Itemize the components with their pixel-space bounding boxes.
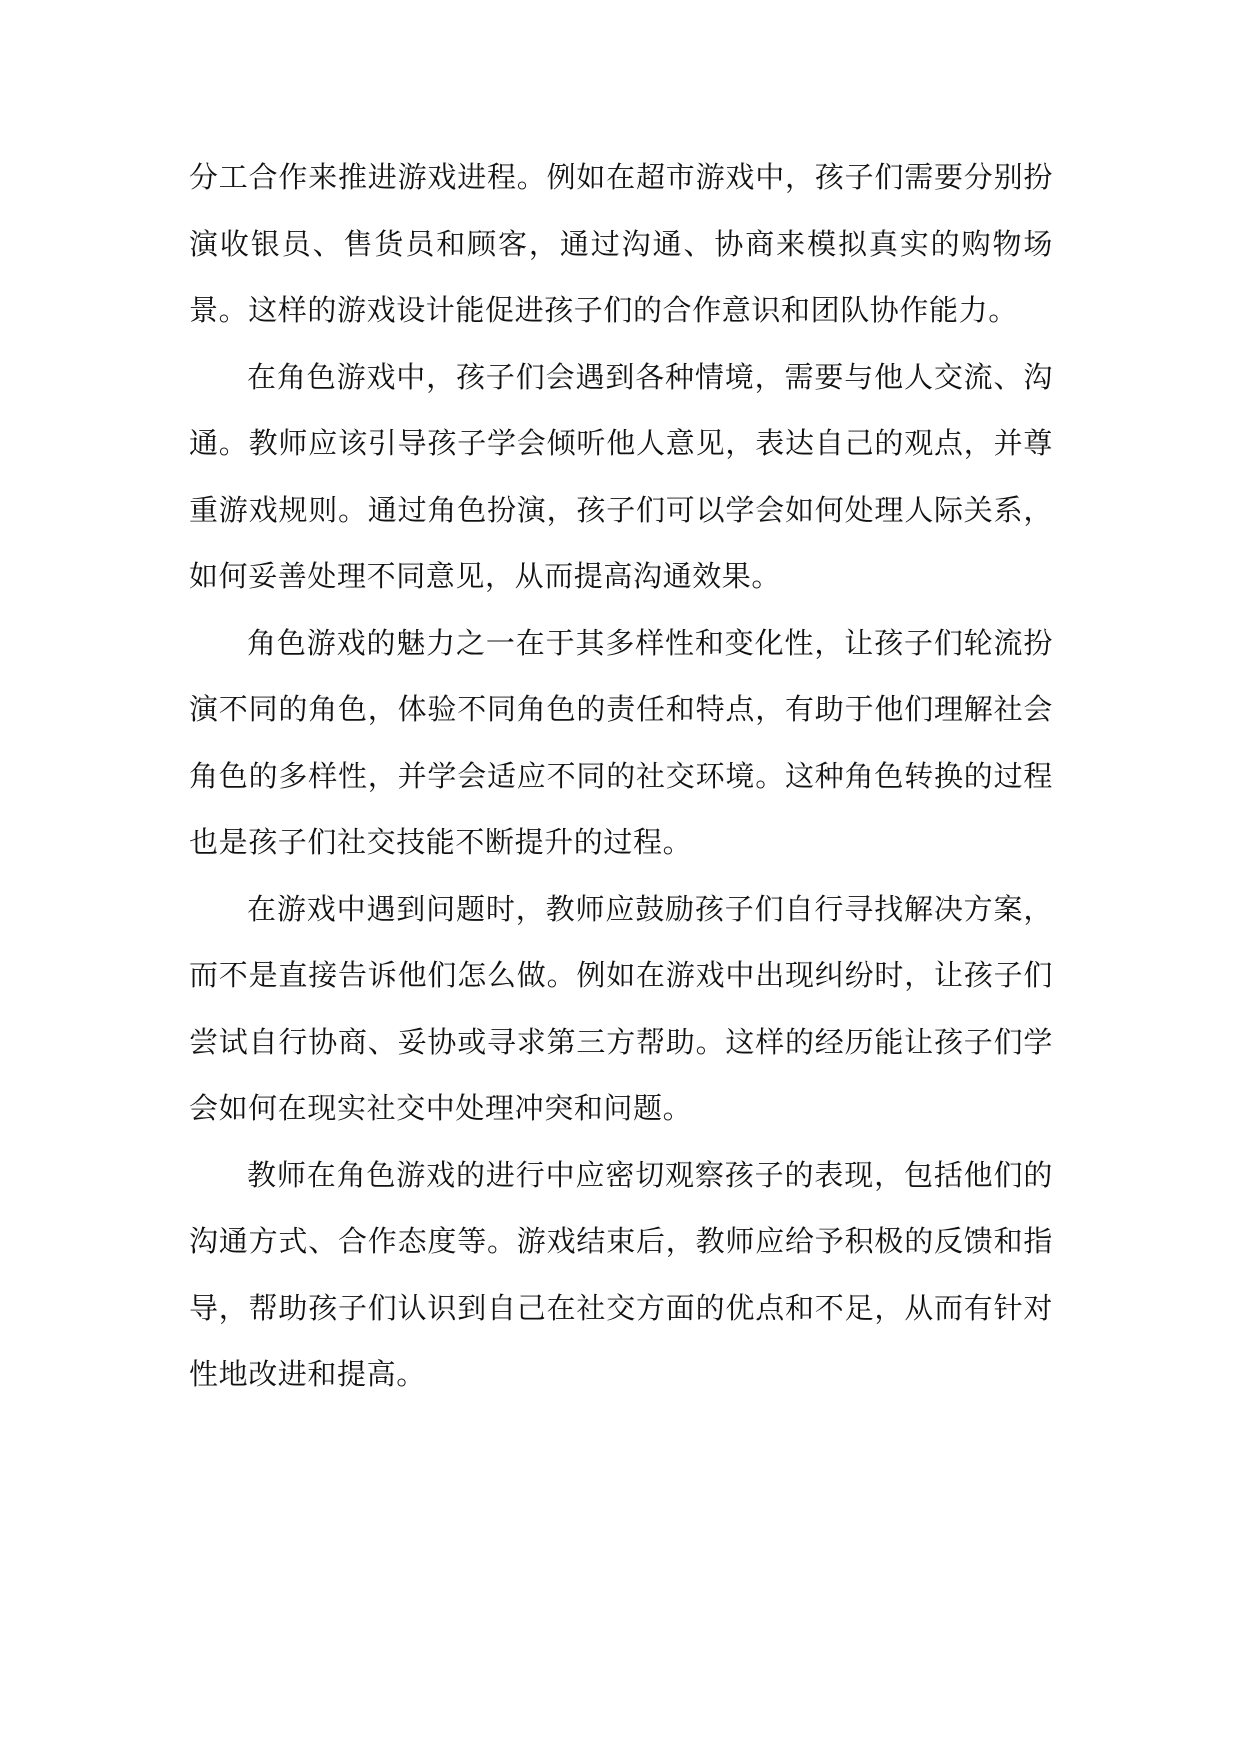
paragraph-3: 角色游戏的魅力之一在于其多样性和变化性，让孩子们轮流扮演不同的角色，体验不同角色的责任和特点，有助于他们理解社会角色的多样性，并学会适应不同的社交环境。这种角色转换的过程也是孩子们社交技能不断提升的过程。 [189,625,1053,859]
body-text [189,144,1053,1408]
paragraph-5: 教师在角色游戏的进行中应密切观察孩子的表现，包括他们的沟通方式、合作态度等。游戏结束后，教师应给予积极的反馈和指导，帮助孩子们认识到自己在社交方面的优点和不足，从而有针对性地改进和提高。 [189,1157,1053,1391]
paragraph-2: 在角色游戏中，孩子们会遇到各种情境，需要与他人交流、沟通。教师应该引导孩子学会倾听他人意见，表达自己的观点，并尊重游戏规则。通过角色扮演，孩子们可以学会如何处理人际关系，如何妥善处理不同意见，从而提高沟通效果。 [189,359,1053,593]
paragraph-4: 在游戏中遇到问题时，教师应鼓励孩子们自行寻找解决方案，而不是直接告诉他们怎么做。例如在游戏中出现纠纷时，让孩子们尝试自行协商、妥协或寻求第三方帮助。这样的经历能让孩子们学会如何在现实社交中处理冲突和问题。 [189,891,1053,1125]
paragraph-1: 分工合作来推进游戏进程。例如在超市游戏中，孩子们需要分别扮演收银员、售货员和顾客，通过沟通、协商来模拟真实的购物场景。这样的游戏设计能促进孩子们的合作意识和团队协作能力。 [189,160,1053,327]
